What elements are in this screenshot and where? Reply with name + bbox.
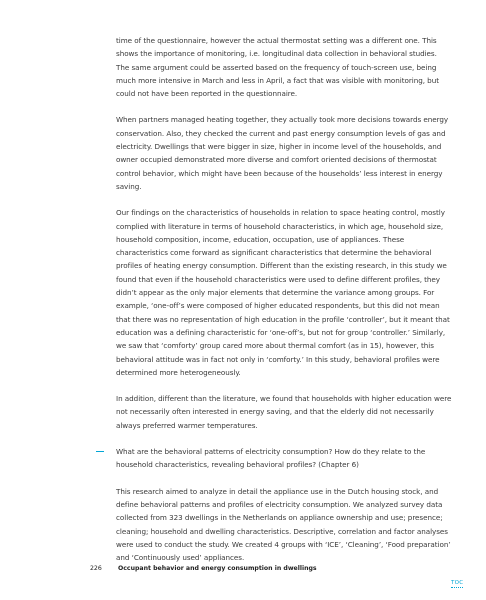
question-dash-marker [96,451,104,452]
body-paragraph-1: time of the questionnaire, however the actual thermostat setting was a different one. This shows the importance of monitoring, i.e. longitudinal data collection in behavioral studies. The same argument could be asserted based on the frequency of touch-screen use, being much more intensive in March and less in April, a fact that was visible with monitoring, but could not have been reported in the questionnaire. [116,36,439,99]
body-paragraph-4: In addition, different than the literature, we found that households with higher education were not necessarily often interested in energy saving, and that the elderly did not necessarily always preferred warmer temperatures. [116,394,452,430]
page-number: 226 [90,565,102,572]
research-question [116,445,452,472]
page-footer [90,565,317,572]
main-text-column [116,34,452,564]
toc-link[interactable]: TOC [451,580,464,586]
body-paragraph-5: This research aimed to analyze in detail the appliance use in the Dutch housing stock, and define behavioral patterns and profiles of electricity consumption. We analyzed survey data collected from 323 dwellings in the Netherlands on appliance ownership and use; presence; cleaning; household and dwelling characteristics. Descriptive, correlation and factor analyses were used to conduct the study. We created 4 groups with ‘ICE’, ‘Cleaning’, ‘Food preparation’ and ‘Continuously used’ appliances. [116,486,451,563]
research-question-text: What are the behavioral patterns of electricity consumption? How do they relate to the household characteristics, revealing behavioral profiles? (Chapter 6) [116,447,426,470]
running-title: Occupant behavior and energy consumption in dwellings [117,565,317,572]
body-paragraph-2: When partners managed heating together, they actually took more decisions towards energy conservation. Also, they checked the current and past energy consumption levels of gas and electricity. Dwellings that were bigger in size, higher in income level of the households, and owner occupied demonstrated more diverse and comfort oriented decisions of thermostat control behavior, which might have been because of the households’ less interest in energy saving. [116,115,449,191]
body-paragraph-3: Our findings on the characteristics of households in relation to space heating control, mostly complied with literature in terms of household characteristics, in which age, household size, household composition, income, education, occupation, use of appliances. These characteristics come forward as significant characteristics that determine the behavioral profiles of heating energy consumption. Different than the existing research, in this study we found that even if the household characteristics were used to define different profiles, they didn’t appear as the only major elements that determine the variance among groups. For example, ‘one-off’s were composed of higher educated respondents, but this did not mean that there was no representation of high education in the profile ‘controller’, but it meant that education was a defining characteristic for ‘one-off’s, but not for group ‘controller.’ Similarly, we saw that ‘comforty’ group cared more about thermal comfort (as in 15), however, this behavioral attitude was in fact not only in ‘comforty.’ In this study, behavioral profiles were determined more heterogeneously. [116,208,450,377]
